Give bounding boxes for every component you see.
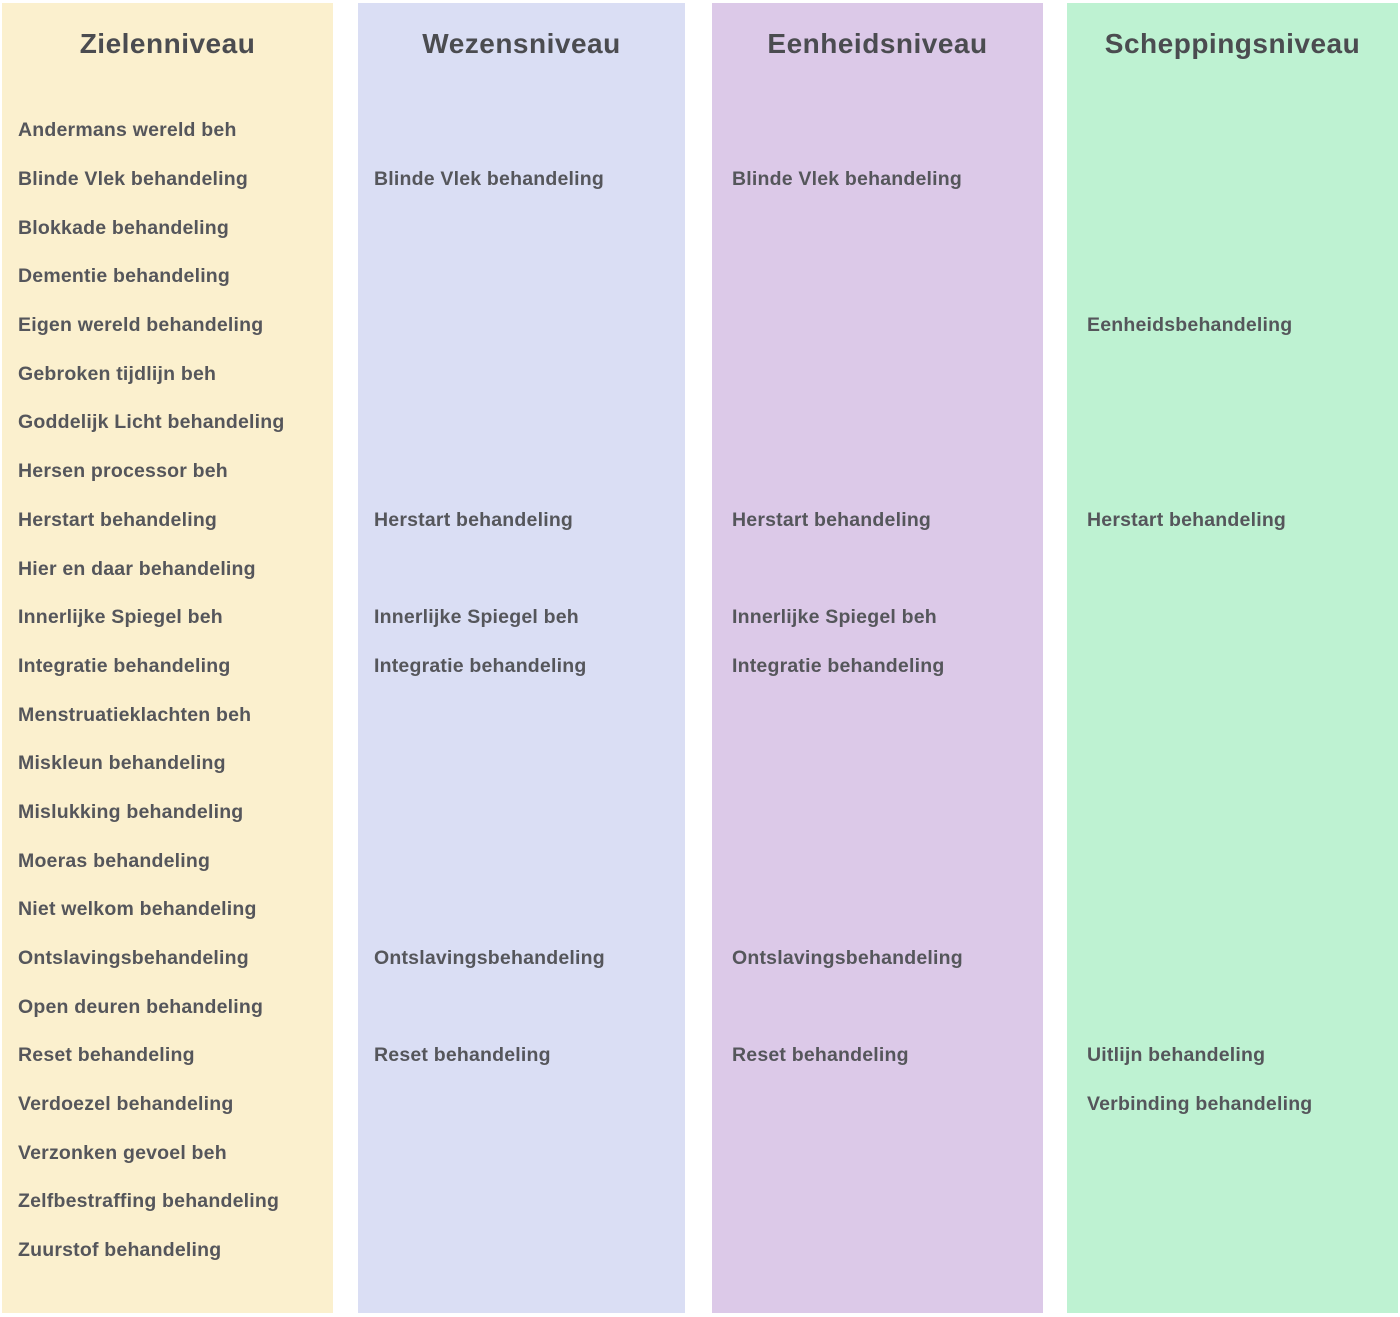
- treatment-item-empty: [358, 545, 685, 594]
- treatment-item-empty: [1067, 691, 1398, 740]
- treatment-item: Reset behandeling: [374, 1044, 551, 1067]
- treatment-item-empty: [1067, 593, 1398, 642]
- treatment-item: Herstart behandeling: [18, 508, 218, 531]
- treatment-item: Blinde Vlek behandeling: [18, 168, 248, 191]
- treatment-item: Innerlijke Spiegel beh: [732, 606, 937, 629]
- treatment-item-empty: [1067, 253, 1398, 302]
- treatment-item: Eenheidsbehandeling: [1087, 314, 1293, 337]
- treatment-item: Andermans wereld beh: [18, 119, 237, 142]
- treatment-item-empty: [712, 691, 1043, 740]
- treatment-item-empty: [712, 1226, 1043, 1275]
- treatment-item: Zelfbestraffing behandeling: [18, 1190, 280, 1213]
- treatment-item: Hersen processor beh: [18, 460, 228, 483]
- treatment-item: Open deuren behandeling: [18, 995, 264, 1018]
- treatment-item: Dementie behandeling: [18, 265, 231, 288]
- treatment-item-empty: [1067, 447, 1398, 496]
- treatment-list-zielenniveau: [2, 107, 333, 1276]
- treatment-item-empty: [1067, 1129, 1398, 1178]
- treatment-item-empty: [358, 983, 685, 1032]
- treatment-item-empty: [1067, 399, 1398, 448]
- treatment-item-empty: [358, 253, 685, 302]
- treatment-item-empty: [712, 837, 1043, 886]
- treatment-item-empty: [712, 1129, 1043, 1178]
- treatment-item-empty: [712, 253, 1043, 302]
- treatment-item: Innerlijke Spiegel beh: [374, 606, 579, 629]
- treatment-item-empty: [1067, 837, 1398, 886]
- treatment-item: Blokkade behandeling: [18, 216, 229, 239]
- treatment-item-empty: [1067, 934, 1398, 983]
- treatment-item-empty: [712, 983, 1043, 1032]
- treatment-item: Eigen wereld behandeling: [18, 314, 264, 337]
- treatment-item-empty: [358, 1226, 685, 1275]
- treatment-item-empty: [1067, 545, 1398, 594]
- treatment-item-empty: [1067, 107, 1398, 156]
- column-title-eenheidsniveau: Eenheidsniveau: [767, 28, 988, 59]
- treatment-item-empty: [712, 399, 1043, 448]
- treatment-item-empty: [358, 1129, 685, 1178]
- treatment-item-empty: [1067, 155, 1398, 204]
- treatment-item: Blinde Vlek behandeling: [374, 168, 604, 191]
- treatment-item-empty: [358, 1178, 685, 1227]
- treatment-item-empty: [358, 837, 685, 886]
- treatment-list-eenheidsniveau: [712, 107, 1043, 1276]
- treatment-item-empty: [358, 691, 685, 740]
- treatment-item: Reset behandeling: [732, 1044, 909, 1067]
- treatment-item-empty: [1067, 1226, 1398, 1275]
- treatment-item: Ontslavingsbehandeling: [374, 947, 605, 970]
- treatment-item: Miskleun behandeling: [18, 752, 226, 775]
- treatment-item-empty: [358, 788, 685, 837]
- treatment-list-wezensniveau: [358, 107, 685, 1276]
- treatment-item-empty: [1067, 1178, 1398, 1227]
- treatment-item: Reset behandeling: [18, 1044, 195, 1067]
- treatment-item: Menstruatieklachten beh: [18, 703, 252, 726]
- treatment-item-empty: [712, 1080, 1043, 1129]
- treatment-item-empty: [358, 399, 685, 448]
- treatment-item: Niet welkom behandeling: [18, 898, 257, 921]
- treatment-item-empty: [1067, 350, 1398, 399]
- column-scheppingsniveau: [1067, 3, 1398, 1313]
- treatment-item-empty: [358, 886, 685, 935]
- treatment-item: Zuurstof behandeling: [18, 1239, 222, 1262]
- column-title-scheppingsniveau: Scheppingsniveau: [1104, 28, 1361, 59]
- treatment-item-empty: [712, 788, 1043, 837]
- treatment-item: Innerlijke Spiegel beh: [18, 606, 223, 629]
- column-eenheidsniveau: [712, 3, 1043, 1313]
- column-wezensniveau: [358, 3, 685, 1313]
- treatment-item: Herstart behandeling: [1087, 508, 1287, 531]
- treatment-item-empty: [712, 886, 1043, 935]
- treatment-item-empty: [712, 350, 1043, 399]
- treatment-item: Goddelijk Licht behandeling: [18, 411, 285, 434]
- treatment-item: Mislukking behandeling: [18, 800, 244, 823]
- column-title-wezensniveau: Wezensniveau: [422, 28, 621, 59]
- treatment-item: Uitlijn behandeling: [1087, 1044, 1266, 1067]
- treatment-item: Hier en daar behandeling: [18, 557, 256, 580]
- treatment-item-empty: [712, 1178, 1043, 1227]
- treatment-item-empty: [1067, 886, 1398, 935]
- treatment-item: Blinde Vlek behandeling: [732, 168, 962, 191]
- column-title-zielenniveau: Zielenniveau: [79, 28, 256, 59]
- treatment-item-empty: [1067, 788, 1398, 837]
- treatment-item: Integratie behandeling: [18, 654, 231, 677]
- treatment-item-empty: [358, 350, 685, 399]
- treatment-item-empty: [358, 107, 685, 156]
- treatment-item: Herstart behandeling: [374, 508, 574, 531]
- treatment-item-empty: [358, 301, 685, 350]
- treatment-item: Gebroken tijdlijn beh: [18, 362, 217, 385]
- treatment-item-empty: [712, 107, 1043, 156]
- treatment-item-empty: [1067, 739, 1398, 788]
- treatment-item-empty: [712, 739, 1043, 788]
- treatment-item-empty: [358, 447, 685, 496]
- treatment-item: Integratie behandeling: [732, 654, 945, 677]
- treatment-item: Ontslavingsbehandeling: [732, 947, 963, 970]
- treatment-item: Verdoezel behandeling: [18, 1093, 234, 1116]
- treatment-item: Verzonken gevoel beh: [18, 1141, 227, 1164]
- treatment-list-scheppingsniveau: [1067, 107, 1398, 1276]
- treatment-item-empty: [1067, 642, 1398, 691]
- treatment-item-empty: [712, 204, 1043, 253]
- treatment-item-empty: [712, 301, 1043, 350]
- treatment-item-empty: [1067, 983, 1398, 1032]
- column-zielenniveau: [2, 3, 333, 1313]
- treatment-item: Integratie behandeling: [374, 654, 587, 677]
- treatment-item-empty: [358, 204, 685, 253]
- treatment-item-empty: [712, 447, 1043, 496]
- treatment-item-empty: [712, 545, 1043, 594]
- treatment-item-empty: [358, 739, 685, 788]
- treatment-item: Verbinding behandeling: [1087, 1093, 1313, 1116]
- treatment-item-empty: [1067, 204, 1398, 253]
- treatment-item: Moeras behandeling: [18, 849, 211, 872]
- treatment-item-empty: [358, 1080, 685, 1129]
- treatment-item: Herstart behandeling: [732, 508, 932, 531]
- treatment-item: Ontslavingsbehandeling: [18, 947, 249, 970]
